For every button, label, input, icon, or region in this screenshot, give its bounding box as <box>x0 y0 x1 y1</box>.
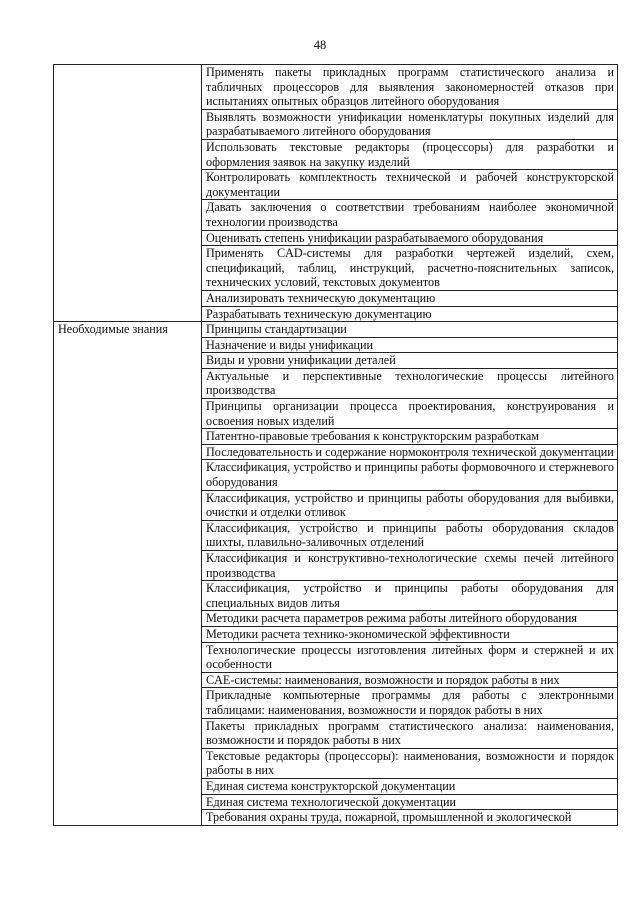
requirement-item: Технологические процессы изготовления литейных форм и стержней и их особенности <box>202 642 618 672</box>
requirement-item: Применять CAD-системы для разработки чертежей изделий, схем, спецификаций, таблиц, инструкций, расчетно-пояснительных записок, технических условий, текстовых документов <box>202 246 618 291</box>
requirement-item: Анализировать техническую документацию <box>202 290 618 306</box>
requirement-item: Классификация, устройство и принципы работы формовочного и стержневого оборудования <box>202 460 618 490</box>
requirement-item: Применять пакеты прикладных программ статистического анализа и табличных процессоров для выявления закономерностей отказов при испытаниях опытных образцов литейного оборудования <box>202 65 618 110</box>
requirement-item: Виды и уровни унификации деталей <box>202 353 618 369</box>
requirement-item: Единая система конструкторской документации <box>202 778 618 794</box>
requirement-item: Выявлять возможности унификации номенклатуры покупных изделий для разрабатываемого литейного оборудования <box>202 109 618 139</box>
requirement-item: Классификация и конструктивно-технологические схемы печей литейного производства <box>202 551 618 581</box>
requirement-item: Классификация, устройство и принципы работы оборудования для выбивки, очистки и отделки отливок <box>202 490 618 520</box>
requirement-item: Принципы стандартизации <box>202 322 618 338</box>
table-row <box>54 322 618 338</box>
requirement-item: Пакеты прикладных программ статистического анализа: наименования, возможности и порядок работы в них <box>202 718 618 748</box>
table-body <box>54 65 618 826</box>
requirements-table <box>53 64 618 826</box>
requirement-item: Прикладные компьютерные программы для работы с электронными таблицами: наименования, возможности и порядок работы в них <box>202 688 618 718</box>
requirement-item: CAE-системы: наименования, возможности и порядок работы в них <box>202 672 618 688</box>
requirement-item: Требования охраны труда, пожарной, промышленной и экологической <box>202 810 618 826</box>
page-number: 48 <box>313 38 327 52</box>
requirement-item: Принципы организации процесса проектирования, конструирования и освоения новых изделий <box>202 399 618 429</box>
table-row <box>54 65 618 110</box>
requirement-item: Последовательность и содержание нормоконтроля технической документации <box>202 444 618 460</box>
requirement-item: Методики расчета технико-экономической эффективности <box>202 626 618 642</box>
requirement-item: Давать заключения о соответствии требованиям наиболее экономичной технологии производства <box>202 200 618 230</box>
requirement-item: Текстовые редакторы (процессоры): наименования, возможности и порядок работы в них <box>202 748 618 778</box>
requirement-item: Разрабатывать техническую документацию <box>202 306 618 322</box>
requirement-item: Оценивать степень унификации разрабатываемого оборудования <box>202 230 618 246</box>
section-label: Необходимые знания <box>54 322 202 826</box>
requirement-item: Контролировать комплектность технической и рабочей конструкторской документации <box>202 170 618 200</box>
requirement-item: Использовать текстовые редакторы (процессоры) для разработки и оформления заявок на закупку изделий <box>202 139 618 169</box>
requirement-item: Классификация, устройство и принципы работы оборудования для специальных видов литья <box>202 581 618 611</box>
requirement-item: Методики расчета параметров режима работы литейного оборудования <box>202 611 618 627</box>
requirement-item: Классификация, устройство и принципы работы оборудования складов шихты, плавильно-заливочных отделений <box>202 520 618 550</box>
requirement-item: Назначение и виды унификации <box>202 337 618 353</box>
requirement-item: Патентно-правовые требования к конструкторским разработкам <box>202 429 618 445</box>
requirement-item: Актуальные и перспективные технологические процессы литейного производства <box>202 368 618 398</box>
section-label <box>54 65 202 322</box>
requirement-item: Единая система технологической документации <box>202 794 618 810</box>
